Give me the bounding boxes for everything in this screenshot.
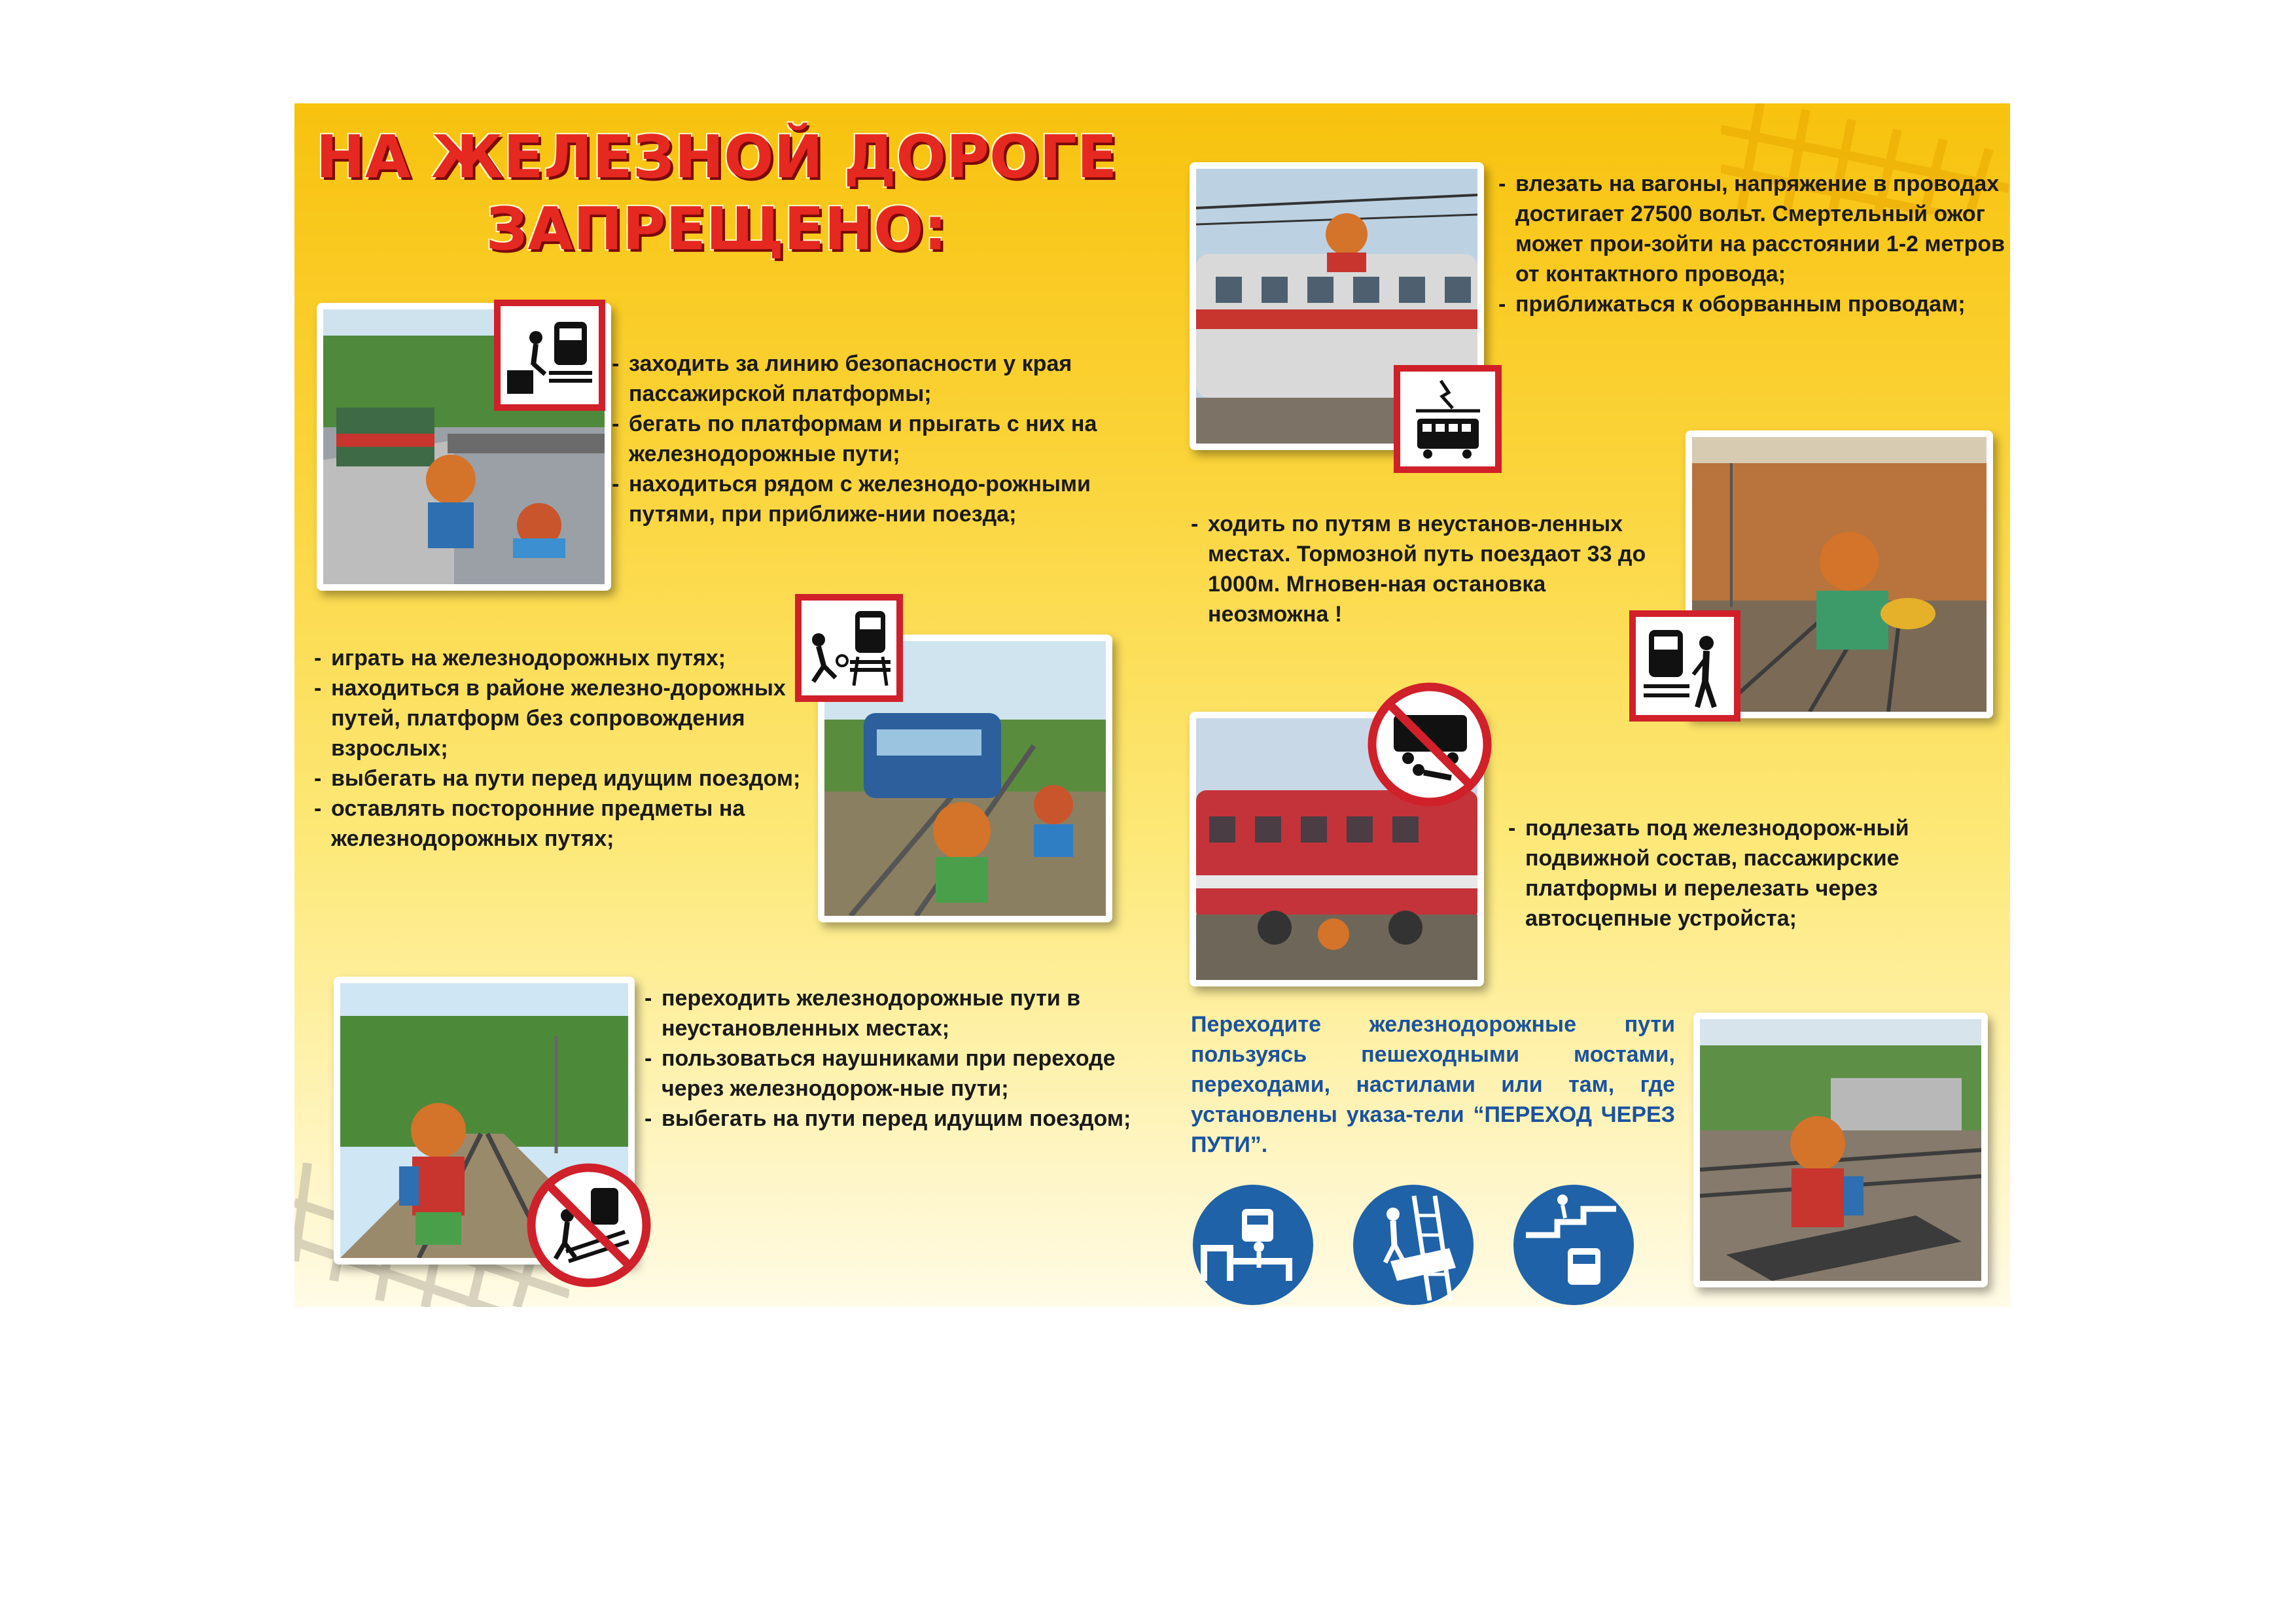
- walking-rules: [1191, 509, 1649, 629]
- safety-poster: [294, 103, 2010, 1307]
- walking-on-tracks-warning-sign-icon: [1629, 610, 1740, 722]
- rule-item: - оставлять посторонние предметы на железнодорожных путях;: [314, 794, 824, 854]
- rule-item: - подлезать под железнодорож-ный подвижной состав, пассажирские платформы и перелезать через автосцепные устройста;: [1508, 813, 2005, 934]
- footbridge-crossing-sign-icon: [1191, 1183, 1315, 1307]
- wagon-rules: [1498, 169, 2009, 319]
- overhead-wire-danger-sign-icon: [1394, 365, 1502, 473]
- advice-block: [1191, 1009, 1675, 1160]
- rule-item: - заходить за линию безопасности у края пассажирской платформы;: [612, 349, 1116, 409]
- rule-item: - находиться в районе железно-дорожных путей, платформ без сопровождения взрослых;: [314, 673, 824, 763]
- poster-title: НА ЖЕЛЕЗНОЙ ДОРОГЕ: [315, 123, 1118, 192]
- platform-edge-warning-sign-icon: [494, 300, 605, 411]
- rule-item: - выбегать на пути перед идущим поездом;: [314, 763, 824, 794]
- no-crossing-tracks-sign-icon: [527, 1163, 651, 1287]
- crossing-rules: [645, 983, 1142, 1134]
- rule-item: - приближаться к оборванным проводам;: [1498, 289, 2009, 319]
- crossing-deck-photo: [1693, 1013, 1988, 1287]
- rule-item: - ходить по путям в неустанов-ленных местах. Тормозной путь поездаот 33 до 1000м. Мгновен-ная остановка неозможна !: [1191, 509, 1649, 629]
- rule-item: - влезать на вагоны, напряжение в проводах достигает 27500 вольт. Смертельный ожог может прои-зойти на расстоянии 1-2 метров от контактного провода;: [1498, 169, 2009, 289]
- rule-item: - бегать по платформам и прыгать с них на железнодорожные пути;: [612, 409, 1116, 469]
- playing-on-tracks-warning-sign-icon: [795, 594, 903, 702]
- rule-item: - выбегать на пути перед идущим поездом;: [645, 1104, 1142, 1134]
- rule-item: - находиться рядом с железнодо-рожными путями, при приближе-нии поезда;: [612, 469, 1116, 529]
- playing-rules: [314, 643, 824, 854]
- platform-rules: [612, 349, 1116, 529]
- no-crawling-under-train-sign-icon: [1368, 682, 1492, 807]
- poster-subtitle: ЗАПРЕЩЕНО:: [486, 195, 947, 264]
- pedestrian-crossing-sign-icon: [1351, 1183, 1475, 1307]
- underpass-crossing-sign-icon: [1511, 1183, 1636, 1307]
- advice-text: Переходите железнодорожные пути пользуясь пешеходными мостами, переходами, настилами или там, где установлены указа-тели “ПЕРЕХОД ЧЕРЕЗ ПУТИ”.: [1191, 1012, 1675, 1157]
- under-train-rules: [1508, 813, 2005, 934]
- rule-item: - переходить железнодорожные пути в неустановленных местах;: [645, 983, 1142, 1043]
- rule-item: - пользоваться наушниками при переходе через железнодорож-ные пути;: [645, 1043, 1142, 1104]
- rule-item: - играть на железнодорожных путях;: [314, 643, 824, 673]
